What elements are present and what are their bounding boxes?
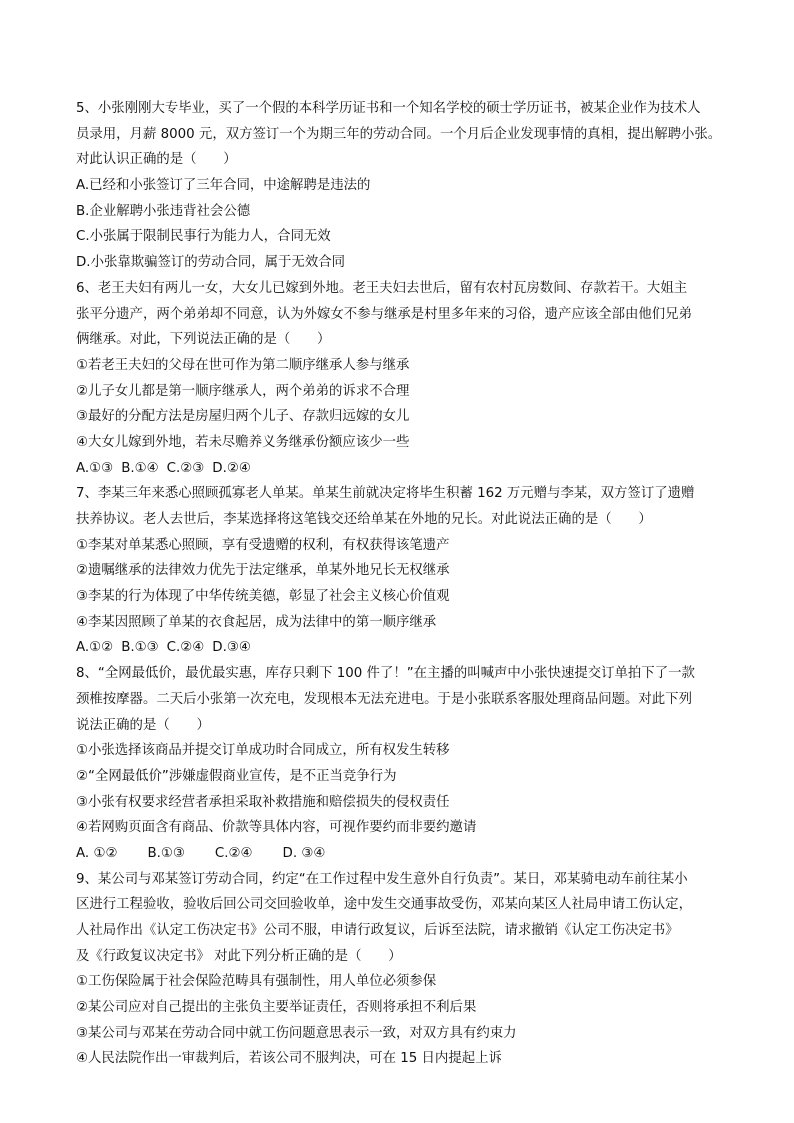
statement-2: ②“全网最低价”涉嫌虚假商业宣传，是不正当竞争行为 [76, 768, 397, 784]
statement-2: ②儿子女儿都是第一顺序继承人，两个弟弟的诉求不合理 [76, 383, 410, 399]
statement-1: ①小张选择该商品并提交订单成功时合同成立，所有权发生转移 [76, 743, 450, 759]
question-stem-line: 区进行工程验收，验收后回公司交回验收单，途中发生交通事故受伤，邓某向某区人社局申请工伤认定， [76, 897, 692, 913]
choice-a: A.①③ [76, 460, 114, 476]
choice-d: D. ③④ [282, 845, 326, 861]
statement-4: ④若网购页面含有商品、价款等具体内容，可视作要约而非要约邀请 [76, 820, 477, 836]
answer-option-c: C.小张属于限制民事行为能力人，合同无效 [76, 229, 331, 245]
question-stem-line: 说法正确的是（ ） [76, 717, 210, 733]
question-stem-line: 6、老王夫妇有两儿一女，大女儿已嫁到外地。老王夫妇去世后，留有农村瓦房数间、存款若干。大姐主 [76, 280, 688, 296]
choice-a: A.①② [76, 640, 114, 656]
question-stem-line: 8、“全网最低价，最优最实惠，库存只剩下 100 件了！”在主播的叫喊声中小张快速提交订单拍下了一款 [76, 666, 695, 682]
choice-c: C.②④ [166, 640, 205, 656]
answer-option-d: D.小张靠欺骗签订的劳动合同，属于无效合同 [76, 255, 345, 271]
choice-a: A. ①② [76, 845, 118, 861]
choice-row [76, 456, 736, 482]
choice-b: B.①④ [121, 460, 159, 476]
statement-2: ②某公司应对自己提出的主张负主要举证责任，否则将承担不利后果 [76, 1000, 477, 1016]
choice-c: C.②③ [166, 460, 205, 476]
statement-4: ④大女儿嫁到外地，若未尽赡养义务继承份额应该少一些 [76, 434, 410, 450]
choice-b: B.①③ [121, 640, 159, 656]
statement-3: ③某公司与邓某在劳动合同中就工伤问题意思表示一致，对双方具有约束力 [76, 1025, 517, 1041]
question-5 [76, 96, 736, 276]
statement-3: ③最好的分配方法是房屋归两个儿子、存款归远嫁的女儿 [76, 409, 410, 425]
question-stem-line: 员录用，月薪 8000 元，双方签订一个为期三年的劳动合同。一个月后企业发现事情的真相，提出解聘小张。 [76, 126, 722, 142]
question-stem-line: 颈椎按摩器。二天后小张第一次充电，发现根本无法充进电。于是小张联系客服处理商品问题。对此下列 [76, 691, 692, 707]
question-stem-line: 人社局作出《认定工伤决定书》公司不服，申请行政复议，后诉至法院，请求撤销《认定工伤决定书》 [76, 923, 679, 938]
statement-1: ①工伤保险属于社会保险范畴具有强制性，用人单位必须参保 [76, 974, 437, 990]
answer-option-b: B.企业解聘小张违背社会公德 [76, 203, 251, 219]
question-6 [76, 276, 736, 482]
choice-d: D.③④ [212, 640, 251, 656]
question-stem-line: 张平分遗产，两个弟弟却不同意，认为外嫁女不参与继承是村里多年来的习俗，遗产应该全部由他们兄弟 [76, 306, 692, 322]
question-stem-line: 5、小张刚刚大专毕业，买了一个假的本科学历证书和一个知名学校的硕士学历证书，被某企业作为技术人 [76, 101, 701, 116]
statement-2: ②遗嘱继承的法律效力优先于法定继承，单某外地兄长无权继承 [76, 563, 450, 579]
question-stem-line: 7、李某三年来悉心照顾孤寡老人单某。单某生前就决定将毕生积蓄 162 万元赠与李某，双方签订了遗赠 [76, 486, 695, 502]
choice-d: D.②④ [212, 460, 251, 476]
answer-option-a: A.已经和小张签订了三年合同，中途解聘是违法的 [76, 178, 371, 194]
choice-b: B.①③ [147, 845, 185, 861]
statement-3: ③李某的行为体现了中华传统美德，彰显了社会主义核心价值观 [76, 589, 450, 605]
question-stem-line: 俩继承。对此，下列说法正确的是（ ） [76, 332, 331, 348]
question-stem-line: 9、某公司与邓某签订劳动合同，约定“在工作过程中发生意外自行负责”。某日，邓某骑电动车前往某小 [76, 871, 688, 887]
statement-1: ①李某对单某悉心照顾，享有受遗赠的权利，有权获得该笔遗产 [76, 537, 450, 553]
statement-4: ④李某因照顾了单某的衣食起居，成为法律中的第一顺序继承 [76, 614, 437, 630]
question-stem-line: 对此认识正确的是（ ） [76, 152, 237, 168]
choice-row [76, 841, 736, 867]
question-7 [76, 481, 736, 661]
exam-page [76, 96, 736, 1072]
choice-row [76, 635, 736, 661]
question-8 [76, 661, 736, 867]
statement-4: ④人民法院作出一审裁判后，若该公司不服判决，可在 15 日内提起上诉 [76, 1051, 502, 1067]
question-stem-line: 及《行政复议决定书》 对此下列分析正确的是（ ） [76, 948, 402, 964]
choice-c: C.②④ [214, 845, 253, 861]
question-9 [76, 867, 736, 1073]
question-stem-line: 扶养协议。老人去世后，李某选择将这笔钱交还给单某在外地的兄长。对此说法正确的是（ ） [76, 512, 652, 527]
statement-3: ③小张有权要求经营者承担采取补救措施和赔偿损失的侵权责任 [76, 794, 450, 810]
statement-1: ①若老王夫妇的父母在世可作为第二顺序继承人参与继承 [76, 357, 410, 373]
